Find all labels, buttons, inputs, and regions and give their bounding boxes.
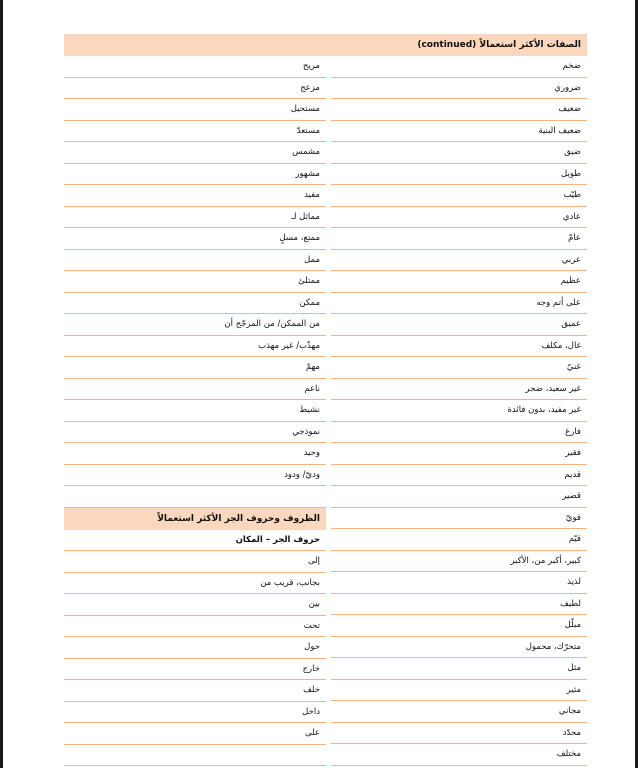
table-row: مريح [64, 56, 326, 78]
table-row: مهمّ [64, 357, 326, 379]
table-row: قصير [331, 486, 587, 508]
table-row: مثل [331, 658, 587, 680]
table-row: مشمس [64, 142, 326, 164]
table-row: مجاني [331, 701, 587, 723]
table-row: قويّ [331, 508, 587, 530]
table-row: ناعم [64, 379, 326, 401]
table-row: كبير، أكبر من، الأكبر [331, 551, 587, 573]
subheading-place-prepositions: حروف الجر – المكان [64, 530, 326, 552]
section-title-prepositions: الظروف وحروف الجر الأكثر استعمالاً [157, 513, 320, 524]
table-row: طيّب [331, 185, 587, 207]
table-row: بجانب، قريب من [64, 573, 326, 595]
table-row: نشيط [64, 400, 326, 422]
table-row: لذيذ [331, 572, 587, 594]
table-row: عادي [331, 207, 587, 229]
table-row: من الممكن/ من المرجّح أن [64, 314, 326, 336]
table-row: غنيّ [331, 357, 587, 379]
table-row: مثير [331, 680, 587, 702]
table-row: خارج [64, 659, 326, 681]
table-row: ضيق [331, 142, 587, 164]
window-edge-left [0, 0, 3, 768]
table-row: مزعج [64, 78, 326, 100]
table-row: غال، مكلف [331, 336, 587, 358]
section-title-adjectives: الصفات الأكثر استعمالاً (continued) [417, 40, 581, 50]
section-header-prepositions [64, 508, 326, 530]
table-row: قيّم [331, 529, 587, 551]
table-row: فقير [331, 443, 587, 465]
table-row: ضروري [331, 78, 587, 100]
table-row: مبلّل [331, 615, 587, 637]
table-row: مماثل لـ [64, 207, 326, 229]
table-row: إلى [64, 551, 326, 573]
table-row: داخل [64, 702, 326, 724]
table-row: ممل [64, 250, 326, 272]
right-column [331, 56, 587, 766]
document-page [64, 34, 587, 759]
table-row: على أتم وجه [331, 293, 587, 315]
section-header-adjectives [64, 34, 587, 56]
table-row: متحرّك، محمول [331, 637, 587, 659]
table-row: عامّ [331, 228, 587, 250]
table-row: ضعيف [331, 99, 587, 121]
table-row: محدّد [331, 723, 587, 745]
table-row: قديم [331, 465, 587, 487]
table-row: ممتلئ [64, 271, 326, 293]
table-row: فارغ [331, 422, 587, 444]
table-row: ضعيف البنية [331, 121, 587, 143]
table-row: على [64, 723, 326, 745]
table-row: بين [64, 594, 326, 616]
table-row: وديّ/ ودود [64, 465, 326, 487]
table-row: طويل [331, 164, 587, 186]
table-row: غير سعيد، ضجر [331, 379, 587, 401]
table-row: عميق [331, 314, 587, 336]
table-row: مشهور [64, 164, 326, 186]
table-row: عظيم [331, 271, 587, 293]
table-row: عربي [331, 250, 587, 272]
table-row: لطيف [331, 594, 587, 616]
table-row: ممكن [64, 293, 326, 315]
table-row: مفيد [64, 185, 326, 207]
table-row [64, 745, 326, 767]
table-row: خلف [64, 680, 326, 702]
table-row: مستعدّ [64, 121, 326, 143]
table-row: نموذجي [64, 422, 326, 444]
table-row: تحت [64, 616, 326, 638]
table-row: وحيد [64, 443, 326, 465]
table-row: ضخم [331, 56, 587, 78]
table-row: ممتع، مسلٍ [64, 228, 326, 250]
left-column [64, 56, 326, 766]
table-row: حول [64, 637, 326, 659]
table-row: غير مفيد، بدون فائدة [331, 400, 587, 422]
table-row: مستحيل [64, 99, 326, 121]
table-row [64, 486, 326, 508]
table-row: مختلف [331, 744, 587, 766]
table-row: مهذّب/ غير مهذب [64, 336, 326, 358]
